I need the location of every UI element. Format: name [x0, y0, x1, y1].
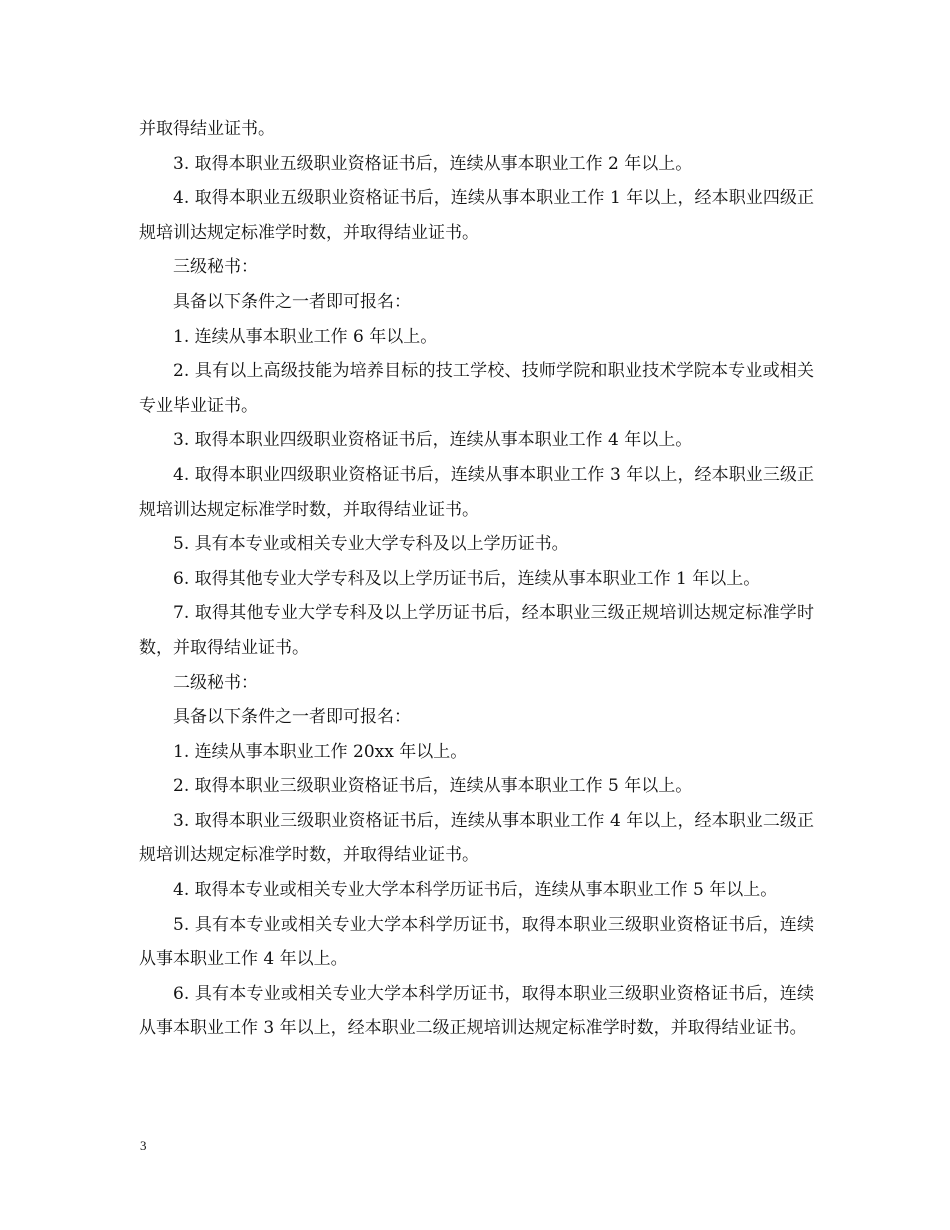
- paragraph-continuation: 并取得结业证书。: [139, 119, 275, 139]
- paragraph-item: 2. 取得本职业三级职业资格证书后，连续从事本职业工作 5 年以上。: [173, 776, 693, 797]
- paragraph-item: 6. 取得其他专业大学专科及以上学历证书后，连续从事本职业工作 1 年以上。: [173, 568, 761, 589]
- section-heading-level-2: 二级秘书：: [173, 672, 258, 693]
- section-heading-level-3: 三级秘书：: [173, 257, 258, 278]
- paragraph-item: 5. 具有本专业或相关专业大学本科学历证书，取得本职业三级职业资格证书后，连续从事本职业工作 4 年以上。: [139, 914, 814, 970]
- paragraph-item: 7. 取得其他专业大学专科及以上学历证书后，经本职业三级正规培训达规定标准学时数，并取得结业证书。: [139, 603, 814, 658]
- paragraph-item: 4. 取得本职业四级职业资格证书后，连续从事本职业工作 3 年以上，经本职业三级正规培训达规定标准学时数，并取得结业证书。: [139, 464, 814, 520]
- paragraph-item: 3. 取得本职业四级职业资格证书后，连续从事本职业工作 4 年以上。: [173, 430, 693, 451]
- paragraph-item: 1. 连续从事本职业工作 6 年以上。: [173, 326, 438, 347]
- paragraph-item: 2. 具有以上高级技能为培养目标的技工学校、技师学院和职业技术学院本专业或相关专业毕业证书。: [139, 361, 814, 416]
- paragraph-item: 4. 取得本职业五级职业资格证书后，连续从事本职业工作 1 年以上，经本职业四级正规培训达规定标准学时数，并取得结业证书。: [139, 188, 814, 243]
- paragraph-item: 1. 连续从事本职业工作 20xx 年以上。: [173, 741, 468, 762]
- document-body: [139, 112, 814, 1046]
- paragraph-item: 5. 具有本专业或相关专业大学专科及以上学历证书。: [173, 534, 569, 555]
- page-number: 3: [140, 1138, 147, 1153]
- paragraph-item: 3. 取得本职业五级职业资格证书后，连续从事本职业工作 2 年以上。: [173, 153, 693, 174]
- paragraph-item: 6. 具有本专业或相关专业大学本科学历证书，取得本职业三级职业资格证书后，连续从事本职业工作 3 年以上，经本职业二级正规培训达规定标准学时数，并取得结业证书。: [139, 983, 814, 1039]
- paragraph-intro: 具备以下条件之一者即可报名：: [173, 707, 411, 728]
- paragraph-item: 3. 取得本职业三级职业资格证书后，连续从事本职业工作 4 年以上，经本职业二级正规培训达规定标准学时数，并取得结业证书。: [139, 810, 814, 866]
- paragraph-item: 4. 取得本专业或相关专业大学本科学历证书后，连续从事本职业工作 5 年以上。: [173, 880, 778, 901]
- paragraph-intro: 具备以下条件之一者即可报名：: [173, 291, 411, 312]
